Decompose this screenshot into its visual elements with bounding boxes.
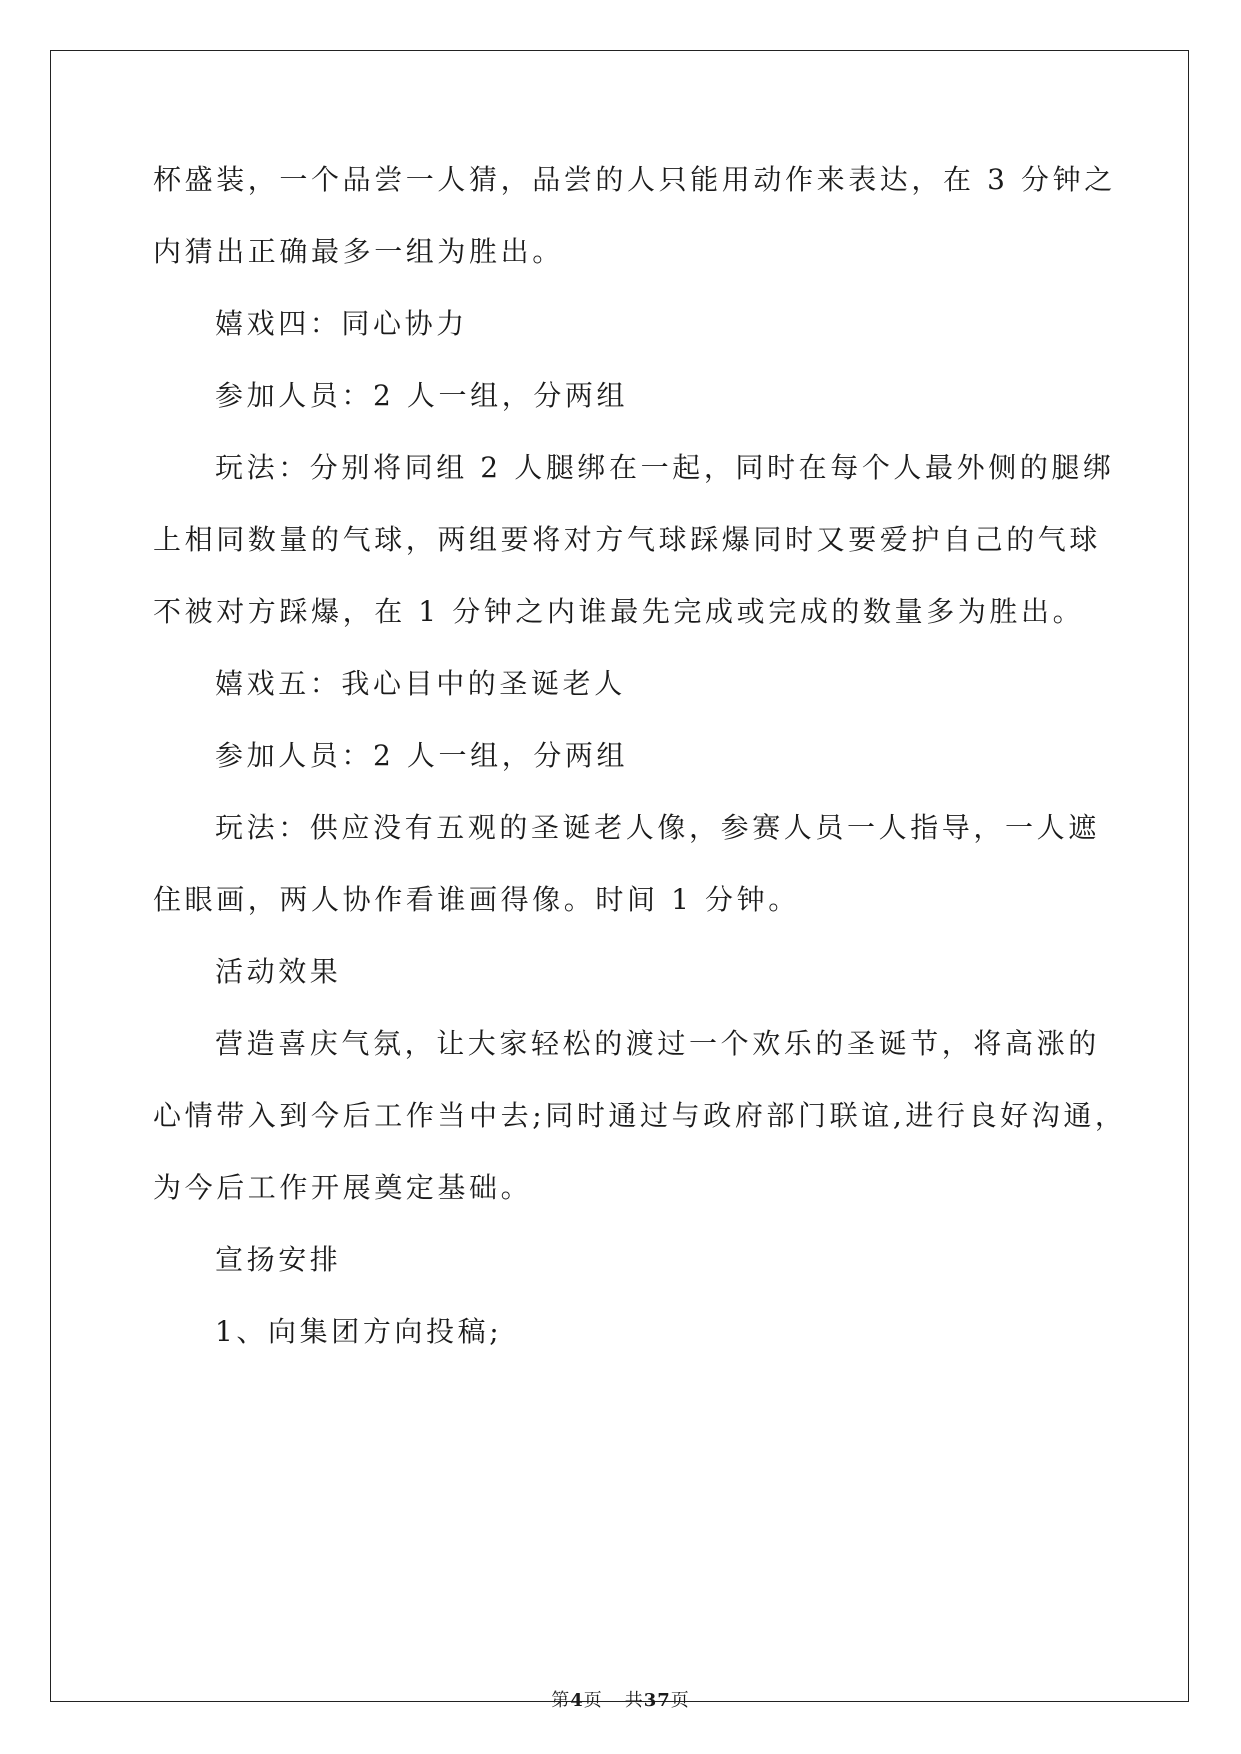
body-text-line: 心情带入到今后工作当中去;同时通过与政府部门联谊,进行良好沟通，: [153, 1099, 1127, 1132]
total-pages: 37: [643, 1690, 671, 1711]
body-text-line: 杯盛装，一个品尝一人猜，品尝的人只能用动作来表达，在 3 分钟之: [153, 163, 1116, 196]
section-heading-game-five: 嬉戏五：我心目中的圣诞老人: [215, 667, 626, 700]
section-heading-activity-effect: 活动效果: [215, 955, 342, 988]
page-suffix: 页: [583, 1690, 603, 1711]
body-text-line: 玩法：供应没有五观的圣诞老人像，参赛人员一人指导，一人遮: [215, 811, 1100, 844]
body-text-line: 不被对方踩爆，在 1 分钟之内谁最先完成或完成的数量多为胜出。: [153, 595, 1085, 628]
total-suffix: 页: [670, 1690, 690, 1711]
page-prefix: 第: [551, 1690, 571, 1711]
section-heading-game-four: 嬉戏四：同心协力: [215, 307, 468, 340]
page-number: 4: [570, 1690, 584, 1711]
body-text-line: 上相同数量的气球，两组要将对方气球踩爆同时又要爱护自己的气球: [153, 523, 1102, 556]
page-footer: [0, 1686, 1241, 1712]
total-prefix: 共: [624, 1690, 644, 1711]
participants-line: 参加人员：2 人一组，分两组: [215, 379, 629, 412]
list-item: 1、向集团方向投稿;: [215, 1315, 503, 1348]
body-text-line: 内猜出正确最多一组为胜出。: [153, 235, 564, 268]
participants-line: 参加人员：2 人一组，分两组: [215, 739, 629, 772]
body-text-line: 住眼画，两人协作看谁画得像。时间 1 分钟。: [153, 883, 800, 916]
body-text-line: 为今后工作开展奠定基础。: [153, 1171, 533, 1204]
body-text-line: 营造喜庆气氛，让大家轻松的渡过一个欢乐的圣诞节，将高涨的: [215, 1027, 1100, 1060]
section-heading-publicity: 宣扬安排: [215, 1243, 342, 1276]
body-text-line: 玩法：分别将同组 2 人腿绑在一起，同时在每个人最外侧的腿绑: [215, 451, 1115, 484]
page-border: [50, 50, 1189, 1702]
